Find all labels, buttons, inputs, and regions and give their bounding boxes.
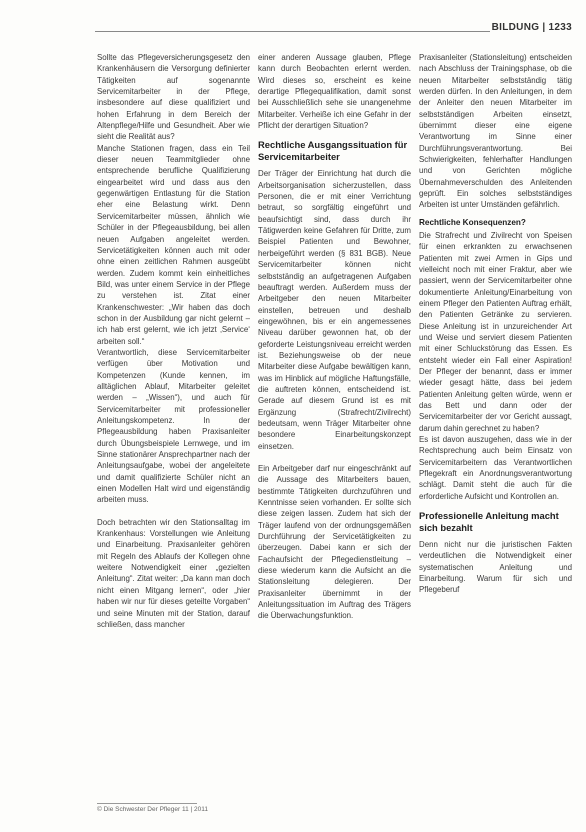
column-2 [258, 52, 411, 800]
section-heading: Rechtliche Ausgangssituation für Servicemitarbeiter [258, 139, 408, 162]
page-header-title: BILDUNG | 1233 [491, 22, 572, 33]
paragraph: Doch betrachten wir den Stationsalltag im Krankenhaus: Vorstellungen wie Anleitung und Einarbeitung. Praxisanleiter gehören mit Regeln des Ablaufs der Kollegen ohne weitere Notwendigkeit einer „gezielten Anleitung“. Zitat weiter: „Da kann man doch nicht einen Mitgang lernen“, oder „hier haben wir nur für dieses geteilte Vorgaben“ und seine Minuten mit der Station, darauf schließen, dass mancher [97, 517, 250, 629]
page-footer: © Die Schwester Der Pfleger 11 | 2011 [97, 806, 209, 813]
paragraph: Der Träger der Einrichtung hat durch die Arbeitsorganisation sicherzustellen, dass Personen, die er mit einer Verrichtung betraut, so sorgfältig eingeführt und beaufsichtigt sind, dass durch ihr Tätigwerden keine Gefahren für Dritte, zum Beispiel Patienten und Bewohner, herbeigeführt werden (§ 831 BGB). Neue Servicemitarbeiter können nicht selbstständig an aufgetragenen Aufgaben beauftragt werden. Außerdem muss der Arbeitgeber den neuen Mitarbeiter einstellen, betreuen und deshalb eingewöhnen, bis er ein angemessenes Niveau darüber gewonnen hat, ob der geforderte Leistungsniveau erreicht werden ist. Beziehungsweise ob der neue Mitarbeiter diese Aufgabe bewältigen kann, was im Hinblick auf mögliche Haftungsfälle, die auftreten können, entscheidend ist. Gerade auf diesem Grund ist es mit Ergänzung (Strafrecht/Zivilrecht) bedeutsam, wenn Träger Mitarbeiter ohne besondere Einarbeitungskonzept einsetzen. [258, 169, 411, 451]
paragraph: Es ist davon auszugehen, dass wie in der Rechtsprechung auch beim Einsatz von Servicemitarbeitern das Verantwortlichen Pflegekraft ein Anordnungsverantwortung schlägt. Damit steht die auch für die erforderliche Aufsicht und Kontrollen an. [419, 435, 572, 501]
footer-rule [97, 803, 197, 804]
paragraph: Die Strafrecht und Zivilrecht von Speisen für einen erkrankten zu erwachsenen Patienten mit zwei Armen in Gips und vielleicht noch mit einer Fraktur, aber wie passiert, wenn der Servicemitarbeiter ohne dokumentierte Anleitung/Einarbeitung von einem Pfleger den Patienten Auftrag erhält, den Patienten Getränke zu servieren. Diese Anleitung ist in unzureichender Art und Weise und serviert diesem Patienten mit einer Schluckstörung das Essen. Es entsteht wieder ein Fall einer Aspiration! Der Pfleger der benannt, dass er immer wieder gesagt hätte, dass bei jedem Patienten Anleitung gelten würde, wenn er das Bett und dann oder der Servicemitarbeiter der vor Gericht aussagt, darum dahin gerechnet zu haben? [419, 230, 572, 433]
section-heading: Professionelle Anleitung macht sich bezahlt [419, 510, 559, 533]
paragraph: Ein Arbeitgeber darf nur eingeschränkt auf die Aussage des Mitarbeiters bauen, bestimmte Tätigkeiten durchzuführen und Kenntnisse seien vorhanden. Er sollte sich diese zeigen lassen. Zudem hat sich der Träger laufend von der ordnungsgemäßen Durchführung der Servicetätigkeiten zu überzeugen. Dabei kann er sich der Fachaufsicht der Pflegedienstleitung – diese wiederum kann die Aufsicht an die Stationsleitung delegieren. Der Praxisanleiter übernimmt in der Anleitungssituation im Auftrag des Trägers die Überwachungsfunktion. [258, 464, 411, 621]
article-columns [97, 52, 573, 800]
paragraph: Manche Stationen fragen, dass ein Teil dieser neuen Teammitglieder ohne entsprechende berufliche Qualifizierung eingearbeitet wird und dass aus den gegenwärtigen Entlastung für die Station eher eine Belastung wirkt. Denn Servicemitarbeiter müssen, ähnlich wie Schüler in der Pflegeausbildung, bei allen neuen Aufgaben angeleitet werden. Servicetätigkeiten können auch mit oder ohne einen zeitlichen Rahmen ausgeübt werden. Zudem kommt kein einheitliches Bild, was unter einem Service in der Pflege zu verstehen ist. Zitat einer Krankenschwester: „Wir haben das doch schon in der Ausbildung gar nicht gelernt – ich hab erst gelernt, wie ich jetzt ‚Service‘ arbeiten soll.“ [97, 143, 250, 346]
paragraph: Sollte das Pflegeversicherungsgesetz den Krankenhäusern die Versorgung definierter Tätigkeiten auf sogenannte Servicemitarbeiter in der Pflege, insbesondere auf diese qualifiziert und hohen Erfahrung in dem Bereich der Altenpflege/Hilfe und Gesundheit. Aber wie sieht die Realität aus? [97, 53, 250, 142]
paragraph: Denn nicht nur die juristischen Fakten verdeutlichen die Notwendigkeit einer systematischen Anleitung und Einarbeitung. Warum für sich und Pflegeberuf [419, 540, 572, 595]
paragraph: einer anderen Aussage glauben, Pflege kann durch Beobachten erlernt werden. Wird dieses so, erscheint es keine derartige Pflegequalifikation, damit sonst bei Ausschließlich sehe sie unangenehme Mitarbeiter. Verheiße ich eine Gefahr in der Pflicht der derartigen Situation? [258, 53, 411, 131]
column-1 [97, 52, 250, 800]
paragraph: Praxisanleiter (Stationsleitung) entscheiden nach Abschluss der Trainingsphase, ob die neuen Mitarbeiter selbstständig tätig werden dürfen. In den Anleitungen, in dem der Anleiter den neuen Mitarbeiter im selbstständigen Arbeiten einsetzt, übernimmt dieser eine eigene Verantwortung im Sinne einer Durchführungsverantwortung. Bei Schwierigkeiten, fehlerhafter Handlungen und von Gerichten mögliche Übernahmeverschulden des Anleitenden geprüft. Ein solches selbstständiges Arbeiten ist unter Umständen gefährlich. [419, 53, 572, 210]
header-rule [95, 31, 490, 32]
column-3 [419, 52, 572, 800]
paragraph: Verantwortlich, diese Servicemitarbeiter verfügen über Motivation und Kompetenzen (Kunde kennen, im alltäglichen Ablauf, Mitarbeiter geleitet werden – „Wissen“), und auch für Servicemitarbeiter mit professioneller Anleitungskompetenz. In der Pflegeausbildung haben Praxisanleiter durch Übungsbeispiele Lernwege, und im Sinne stationärer Ansprechpartner nach der Anleitungsaufgabe, wobei der angeleitete und damit qualifizierte Schüler nicht an einen Modellen Halt wird und eigenständig arbeiten muss. [97, 347, 250, 505]
subsection-heading: Rechtliche Konsequenzen? [419, 217, 526, 227]
